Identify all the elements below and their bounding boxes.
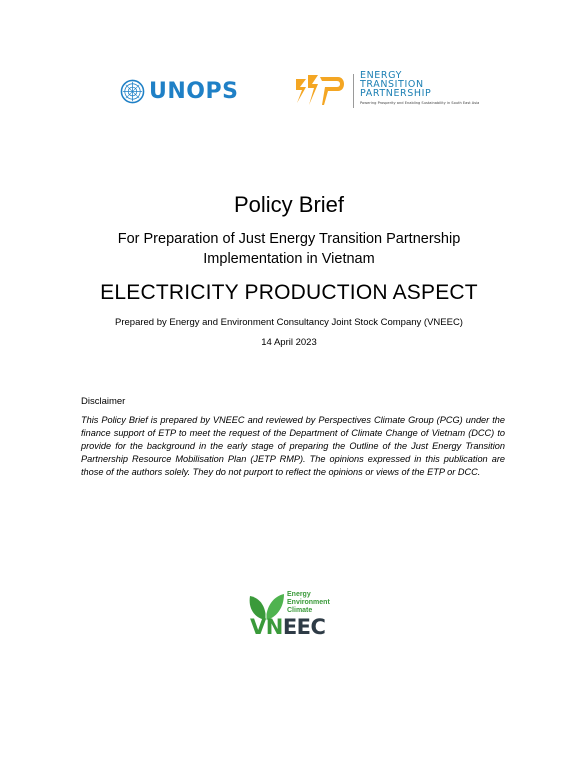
vneec-tag-energy: Energy xyxy=(287,591,311,598)
etp-line-3: PARTNERSHIP xyxy=(360,88,432,99)
vneec-logo xyxy=(246,590,342,640)
document-title: Policy Brief xyxy=(233,192,345,217)
etp-line-2: TRANSITION xyxy=(360,79,424,90)
unops-wordmark: UNOPS xyxy=(149,78,239,104)
disclaimer-heading: Disclaimer xyxy=(81,396,126,407)
vneec-tag-environment: Environment xyxy=(287,599,330,606)
vneec-tag-climate: Climate xyxy=(287,607,313,614)
prepared-by: Prepared by Energy and Environment Consultancy Joint Stock Company (VNEEC) xyxy=(115,317,463,328)
etp-line-1: ENERGY xyxy=(360,70,403,81)
vneec-wordmark-vn: VN xyxy=(250,615,283,639)
un-globe-icon xyxy=(120,79,145,104)
subtitle-line-1: For Preparation of Just Energy Transition Partnership xyxy=(117,231,461,247)
disclaimer-text: This Policy Brief is prepared by VNEEC and reviewed by Perspectives Climate Group (PCG) under the finance support of ETP to meet the request of the Department of Climate Change of Vietnam (DCC) to provide for the background in the early stage of preparing the Outline of the Just Energy Transition Partnership Resource Mobilisation Plan (JETP RMP). The opinions expressed in this publication are those of the authors solely. They do not purport to reflect the opinions or views of the ETP or DCC. xyxy=(81,415,505,477)
document-subtitle xyxy=(0,229,578,269)
vneec-wordmark-eec: EEC xyxy=(282,615,326,639)
unops-logo xyxy=(120,79,238,104)
vneec-tagline xyxy=(287,591,330,615)
etp-tagline: Powering Prosperity and Enabling Sustainability in South East Asia xyxy=(360,101,480,105)
vneec-wordmark xyxy=(250,617,325,638)
aspect-heading: ELECTRICITY PRODUCTION ASPECT xyxy=(100,281,478,304)
etp-logo xyxy=(294,71,479,111)
etp-divider xyxy=(353,74,354,108)
etp-text xyxy=(360,71,479,105)
document-date: 14 April 2023 xyxy=(261,337,317,348)
subtitle-line-2: Implementation in Vietnam xyxy=(203,251,375,267)
etp-mark-icon xyxy=(294,71,350,111)
